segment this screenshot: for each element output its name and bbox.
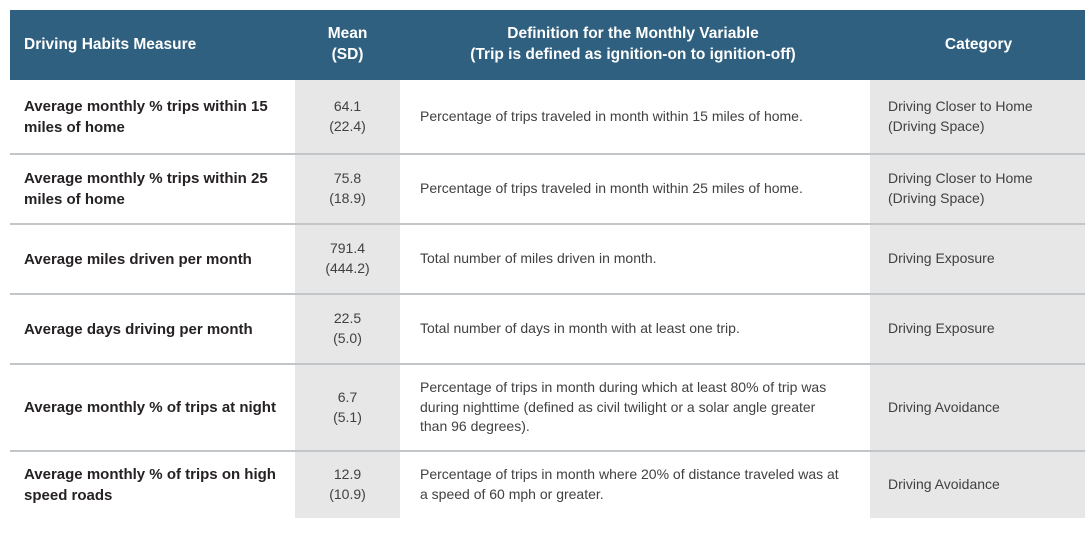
mean-sd-cell [295, 80, 400, 153]
table-row [10, 363, 1085, 450]
mean-sd-cell [295, 452, 400, 518]
table-row [10, 80, 1085, 153]
category-cell: Driving Closer to Home (Driving Space) [870, 80, 1085, 153]
mean-value: 6.7 [337, 388, 358, 405]
definition-cell: Total number of days in month with at least one trip. [420, 320, 740, 337]
category-cell: Driving Exposure [870, 295, 1085, 363]
table-row [10, 223, 1085, 293]
definition-cell: Percentage of trips in month where 20% of distance traveled was at a speed of 60 mph or greater. [420, 466, 839, 502]
measure-cell: Average monthly % of trips at night [24, 399, 276, 416]
sd-value: (22.4) [329, 117, 366, 134]
category-cell: Driving Avoidance [870, 452, 1085, 518]
table-header-row [10, 10, 1085, 80]
mean-value: 12.9 [333, 466, 362, 483]
header-definition [400, 10, 870, 80]
header-mean-line2: (SD) [331, 46, 364, 63]
mean-sd-cell [295, 225, 400, 293]
sd-value: (5.0) [333, 330, 362, 346]
table-row [10, 450, 1085, 518]
sd-value: (444.2) [325, 260, 370, 276]
measure-cell: Average monthly % of trips on high speed roads [24, 466, 276, 504]
header-category: Category [944, 35, 1013, 53]
category-cell: Driving Closer to Home (Driving Space) [870, 155, 1085, 223]
header-definition-line1: Definition for the Monthly Variable [507, 25, 759, 43]
sd-value: (10.9) [329, 486, 366, 502]
header-mean-sd [295, 10, 400, 80]
header-definition-line2: (Trip is defined as ignition-on to ignition-off) [470, 46, 796, 63]
measure-cell: Average miles driven per month [24, 250, 252, 268]
header-measure: Driving Habits Measure [24, 35, 197, 53]
measure-cell: Average days driving per month [24, 320, 253, 338]
mean-sd-cell [295, 365, 400, 450]
mean-value: 75.8 [333, 170, 362, 187]
definition-cell: Total number of miles driven in month. [420, 250, 657, 267]
sd-value: (18.9) [329, 190, 366, 206]
header-mean-line1: Mean [327, 25, 368, 43]
mean-value: 22.5 [333, 310, 362, 327]
measure-cell: Average monthly % trips within 15 miles of home [24, 97, 268, 136]
definition-cell: Percentage of trips in month during which at least 80% of trip was during nighttime (defined as civil twilight or a solar angle greater than 96 degrees). [420, 378, 827, 435]
sd-value: (5.1) [333, 408, 362, 425]
definition-cell: Percentage of trips traveled in month within 15 miles of home. [420, 107, 803, 124]
mean-value: 791.4 [329, 240, 366, 257]
definition-cell: Percentage of trips traveled in month within 25 miles of home. [420, 180, 803, 197]
category-cell: Driving Avoidance [870, 365, 1085, 450]
table-row [10, 293, 1085, 363]
measure-cell: Average monthly % trips within 25 miles of home [24, 170, 268, 208]
mean-sd-cell [295, 295, 400, 363]
mean-value: 64.1 [333, 97, 362, 114]
category-cell: Driving Exposure [870, 225, 1085, 293]
table-row [10, 153, 1085, 223]
driving-habits-table [10, 10, 1085, 518]
mean-sd-cell [295, 155, 400, 223]
